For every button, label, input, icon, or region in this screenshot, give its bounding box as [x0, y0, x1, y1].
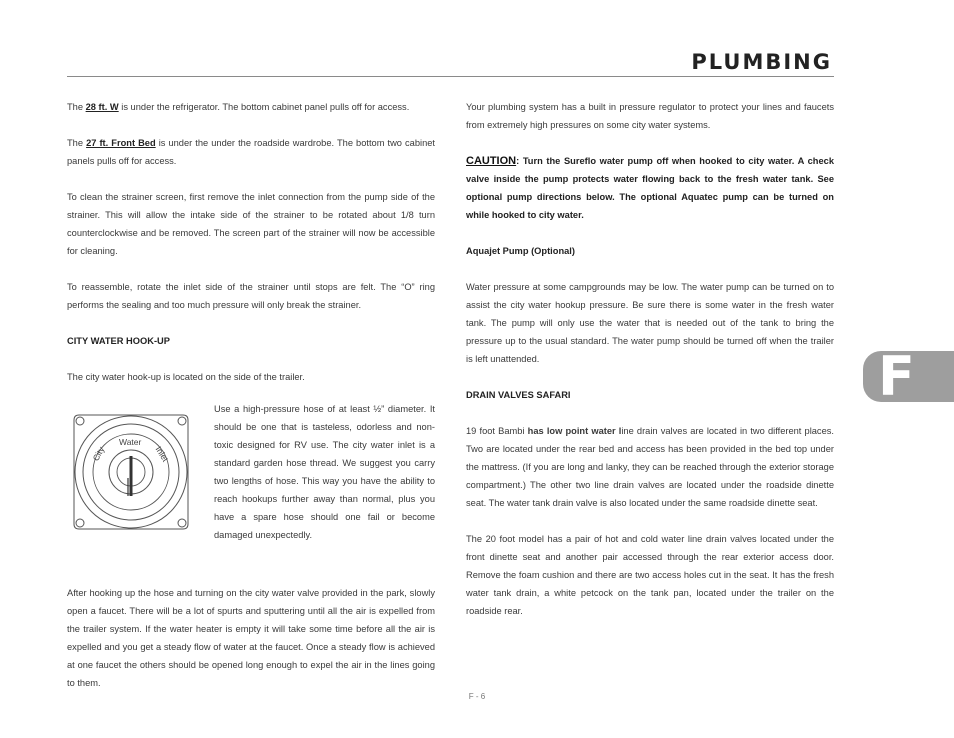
text: The	[67, 138, 87, 148]
section-tab	[863, 345, 954, 408]
paragraph-19ft-drains	[466, 422, 834, 512]
text: is under the under the roadside wardrobe. The bottom two cabinet panels pulls off for access.	[67, 138, 435, 166]
diagram-label-inlet: Inlet	[153, 444, 171, 464]
heading-city-water: CITY WATER HOOK-UP	[67, 336, 170, 346]
paragraph-city-location: The city water hook-up is located on the side of the trailer.	[67, 372, 305, 382]
bold-text: has low point water l	[527, 426, 622, 436]
heading-drain-valves: DRAIN VALVES SAFARI	[466, 390, 571, 400]
page-title: PLUMBING	[691, 50, 832, 74]
paragraph-27ft	[67, 134, 435, 170]
paragraph-strainer-clean: To clean the strainer screen, first remove the inlet connection from the pump side of the strainer. This will allow the intake side of the strainer to be rotated about 1/8 turn counterclockwise and be removed. The screen part of the strainer will now be accessible for cleaning.	[67, 192, 435, 256]
diagram-label-water: Water	[119, 437, 142, 447]
heading-aquajet: Aquajet Pump (Optional)	[466, 246, 575, 256]
caution-label: CAUTION	[466, 155, 517, 167]
caution-paragraph	[466, 152, 834, 224]
left-column	[67, 98, 435, 710]
model-name: 28 ft. W	[85, 102, 119, 112]
caution-text: : Turn the Sureflo water pump off when hooked to city water. A check valve inside the pump protects water flowing back to the fresh water tank. See optional pump directions below. The optional Aquatec pump can be turned on while hooked to city water.	[466, 156, 834, 220]
paragraph-water-pressure: Water pressure at some campgrounds may be low. The water pump can be turned on to assist the city water hookup pressure. Be sure there is some water in the fresh water tank. The pump will only use the water that is needed out of the tank to bring the pressure up to the usual standard. The water pump should be turned off when the trailer is left unattended.	[466, 282, 834, 364]
diagram-label-city: City	[90, 444, 107, 463]
text: The	[67, 102, 86, 112]
text: 19 foot Bambi	[466, 426, 528, 436]
right-column	[466, 98, 834, 638]
paragraph-hookup-procedure: After hooking up the hose and turning on the city water valve provided in the park, slowly open a faucet. There will be a lot of spurts and sputtering until all the air is expelled from the trailer system. If the water heater is empty it will take some time before all the air is expelled and you get a steady flow of water at the faucet. Once a steady flow is achieved at one faucet the others should be opened long enough to expel the air in the lines going to them.	[67, 588, 435, 688]
hose-section	[67, 404, 435, 566]
page-number: F - 6	[468, 692, 486, 701]
paragraph-20ft-drains: The 20 foot model has a pair of hot and cold water line drain valves located under the front dinette seat and another pair accessed through the rear exterior access door. Remove the foam cushion and there are two access holes cut in the seat. It has the fresh water tank drain, a white petcock on the tank pan, located under the trailer on the roadside rear.	[466, 534, 834, 616]
section-tab-letter: F	[878, 345, 915, 408]
paragraph-28ft	[67, 98, 435, 116]
text: is under the refrigerator. The bottom cabinet panel pulls off for access.	[118, 102, 410, 112]
model-name: 27 ft. Front Bed	[86, 138, 156, 148]
text: ine drain valves are located in two different places. Two are located under the rear bed and access has been provided in the bed top under the mattress. (If you are long and lanky, they can be reached through the exterior storage compartment.) The other two line drain valves are located under the roadside dinette seat. The water tank drain valve is also located under the same roadside dinette seat.	[466, 426, 834, 508]
header-rule	[67, 76, 834, 77]
city-water-inlet-diagram	[67, 408, 195, 536]
paragraph-hose: Use a high-pressure hose of at least ½” diameter. It should be one that is tasteless, odorless and non-toxic designed for RV use. The city water inlet is a standard garden hose thread. We suggest you carry two lengths of hose. This way you have the ability to reach hookups further away than normal, plus you have a spare hose should one fail or become damaged unexpectedly.	[214, 404, 435, 540]
paragraph-strainer-reassemble: To reassemble, rotate the inlet side of the strainer until stops are felt. The “O” ring performs the sealing and too much pressure will only break the strainer.	[67, 282, 435, 310]
paragraph-pressure-regulator: Your plumbing system has a built in pressure regulator to protect your lines and faucets from extremely high pressures on some city water systems.	[466, 102, 834, 130]
